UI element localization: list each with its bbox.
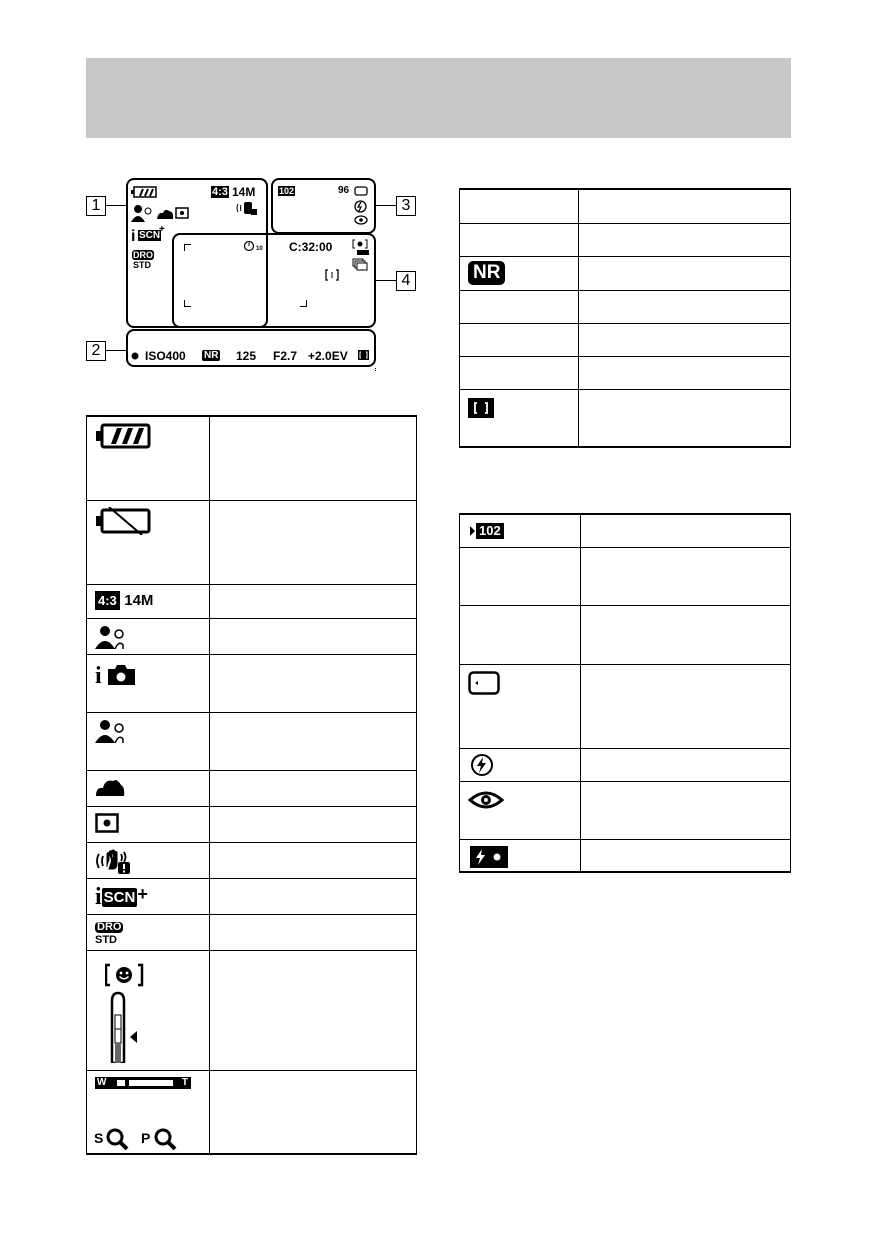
description-cell (210, 618, 417, 654)
description-cell (210, 1070, 417, 1154)
callout-1: 1 (86, 196, 106, 216)
description-cell (579, 256, 791, 290)
aspect-ratio-label: 4:3 (95, 591, 120, 610)
table-row (460, 781, 791, 839)
description-cell (579, 389, 791, 447)
icon-cell (460, 748, 581, 781)
table-row (460, 189, 791, 223)
portrait-icon (131, 204, 153, 222)
dro-std-label: STD (95, 933, 117, 946)
description-cell (210, 416, 417, 500)
flash-mode-icon (470, 846, 508, 868)
precision-zoom-label: P (141, 1129, 151, 1146)
right-table-area-2 (459, 188, 791, 448)
callout-2: 2 (86, 341, 106, 361)
folder-label: 102 (279, 186, 295, 196)
zoom-bar-marker (125, 1079, 129, 1087)
icon-cell (460, 389, 579, 447)
cloudy-white-balance-icon (95, 777, 125, 797)
icon-cell (460, 664, 581, 748)
zoom-t-label: T (181, 1076, 188, 1088)
description-cell (210, 914, 417, 950)
superior-auto-label: SCN (103, 888, 136, 906)
time-label: C:32:00 (289, 240, 333, 254)
icon-cell (460, 605, 581, 664)
af-indicator-icon (358, 350, 369, 360)
description-cell (579, 189, 791, 223)
description-cell (581, 839, 791, 872)
memory-card-icon (354, 186, 368, 196)
magnifier-icon (105, 1127, 129, 1151)
metering-spot-icon (175, 207, 189, 219)
description-cell (579, 323, 791, 356)
description-cell (581, 781, 791, 839)
description-cell (579, 356, 791, 389)
table-row (460, 839, 791, 872)
smile-sensitivity-icon (105, 963, 145, 1063)
self-timer-label: 10 (256, 246, 263, 252)
iscn-plus: + (159, 224, 165, 235)
description-cell (579, 290, 791, 323)
diagram-mark (375, 368, 377, 371)
icon-cell (87, 950, 210, 1070)
dro-bottom-label: STD (133, 260, 151, 270)
table-row (460, 223, 791, 256)
ev-label: +2.0EV (308, 349, 348, 363)
count-label: 96 (338, 185, 350, 196)
table-row (460, 389, 791, 447)
folder-arrow-icon (470, 526, 475, 536)
icon-cell (460, 323, 579, 356)
description-cell (581, 748, 791, 781)
memory-card-icon (468, 671, 500, 695)
icon-cell (460, 189, 579, 223)
table-row (87, 878, 417, 914)
icon-cell (460, 839, 581, 872)
magnifier-icon (153, 1127, 177, 1151)
iscn-label: SCN (139, 230, 161, 241)
iscn-i-label: i (131, 228, 136, 245)
icon-cell (87, 878, 210, 914)
table-row (87, 950, 417, 1070)
description-cell (210, 712, 417, 770)
table-row (87, 654, 417, 712)
description-cell (581, 605, 791, 664)
table-row (460, 514, 791, 547)
icon-cell (460, 290, 579, 323)
table-row (460, 748, 791, 781)
noise-reduction-label: NR (468, 261, 505, 285)
shake-warning-icon (236, 200, 260, 216)
description-cell (210, 770, 417, 806)
icon-cell (460, 781, 581, 839)
portrait-scene-icon (95, 625, 127, 649)
camera-shake-warning-icon (95, 849, 135, 875)
red-eye-reduction-icon (468, 788, 504, 812)
cloudy-icon (156, 208, 174, 220)
icon-cell (87, 654, 210, 712)
icon-cell (87, 712, 210, 770)
callout-4: 4 (396, 271, 416, 291)
face-detect-frame-icon (325, 269, 339, 281)
table-row (460, 547, 791, 605)
table-row (87, 770, 417, 806)
screen-diagram (86, 178, 426, 378)
zoom-scale-icon (95, 1077, 191, 1153)
flash-off-icon (354, 200, 367, 213)
description-cell (210, 842, 417, 878)
smile-off-icon (352, 239, 370, 255)
icon-cell (87, 770, 210, 806)
description-cell (581, 514, 791, 547)
table-row (87, 1070, 417, 1154)
iscn-plus: + (137, 883, 148, 904)
burst-icon (352, 258, 368, 272)
description-cell (581, 547, 791, 605)
icon-cell (460, 223, 579, 256)
icon-cell (87, 416, 210, 500)
description-cell (579, 223, 791, 256)
af-frame-corner (184, 244, 191, 251)
area-4-box (172, 233, 376, 328)
table-row (460, 290, 791, 323)
red-eye-icon (354, 215, 368, 225)
icon-cell (460, 514, 581, 547)
description-cell (210, 806, 417, 842)
image-size-label: 14M (124, 591, 154, 609)
callout-4-line (376, 280, 396, 281)
icon-cell (460, 356, 579, 389)
intelligent-auto-icon (95, 661, 141, 689)
dro-label: DRO (97, 920, 122, 933)
iscn-i: i (95, 883, 102, 910)
table-row (87, 842, 417, 878)
flash-charging-icon (470, 753, 494, 777)
table-row (460, 664, 791, 748)
description-cell (210, 654, 417, 712)
aspect-label: 4:3 (212, 186, 228, 198)
icon-cell (87, 806, 210, 842)
image-size-label: 14M (232, 185, 256, 199)
description-cell (210, 500, 417, 584)
battery-icon (131, 186, 157, 198)
description-cell (210, 878, 417, 914)
right-table-area-3 (459, 513, 791, 873)
spot-metering-icon (95, 813, 119, 833)
callout-2-line (106, 350, 126, 351)
svg-text:i: i (95, 662, 102, 689)
battery-empty-icon (95, 507, 151, 535)
section-header-bar (86, 58, 791, 138)
description-cell (210, 950, 417, 1070)
icon-cell (87, 1070, 210, 1154)
icon-cell (460, 547, 581, 605)
table-row (87, 416, 417, 500)
icon-cell (87, 584, 210, 618)
icon-cell (87, 500, 210, 584)
nr-label: NR (204, 350, 219, 361)
description-cell (581, 664, 791, 748)
icon-cell (87, 914, 210, 950)
table-row (87, 618, 417, 654)
table-row (460, 256, 791, 290)
icon-cell (87, 618, 210, 654)
recording-dot-icon (131, 352, 139, 360)
table-row (87, 806, 417, 842)
aperture-label: F2.7 (273, 349, 298, 363)
af-frame-corner (184, 300, 191, 307)
dro-top-label: DRO (133, 250, 153, 260)
description-cell (210, 584, 417, 618)
zoom-w-label: W (97, 1076, 107, 1088)
table-row (87, 584, 417, 618)
iso-label: ISO400 (145, 349, 186, 363)
table-row (87, 500, 417, 584)
battery-full-icon (95, 423, 151, 449)
callout-3: 3 (396, 196, 416, 216)
recording-folder-label: 102 (476, 523, 504, 539)
self-timer-icon (243, 240, 255, 252)
shutter-label: 125 (236, 349, 257, 363)
smart-zoom-label: S (94, 1129, 104, 1146)
af-frame-corner (300, 300, 307, 307)
icon-cell (87, 842, 210, 878)
table-row (460, 323, 791, 356)
table-row (87, 712, 417, 770)
table-row (460, 605, 791, 664)
icon-cell (460, 256, 579, 290)
portrait-scene-icon (95, 719, 127, 743)
callout-1-line (106, 205, 126, 206)
af-range-finder-icon (468, 398, 494, 418)
callout-3-line (376, 205, 396, 206)
table-row (87, 914, 417, 950)
table-row (460, 356, 791, 389)
left-icon-table (86, 415, 417, 1155)
